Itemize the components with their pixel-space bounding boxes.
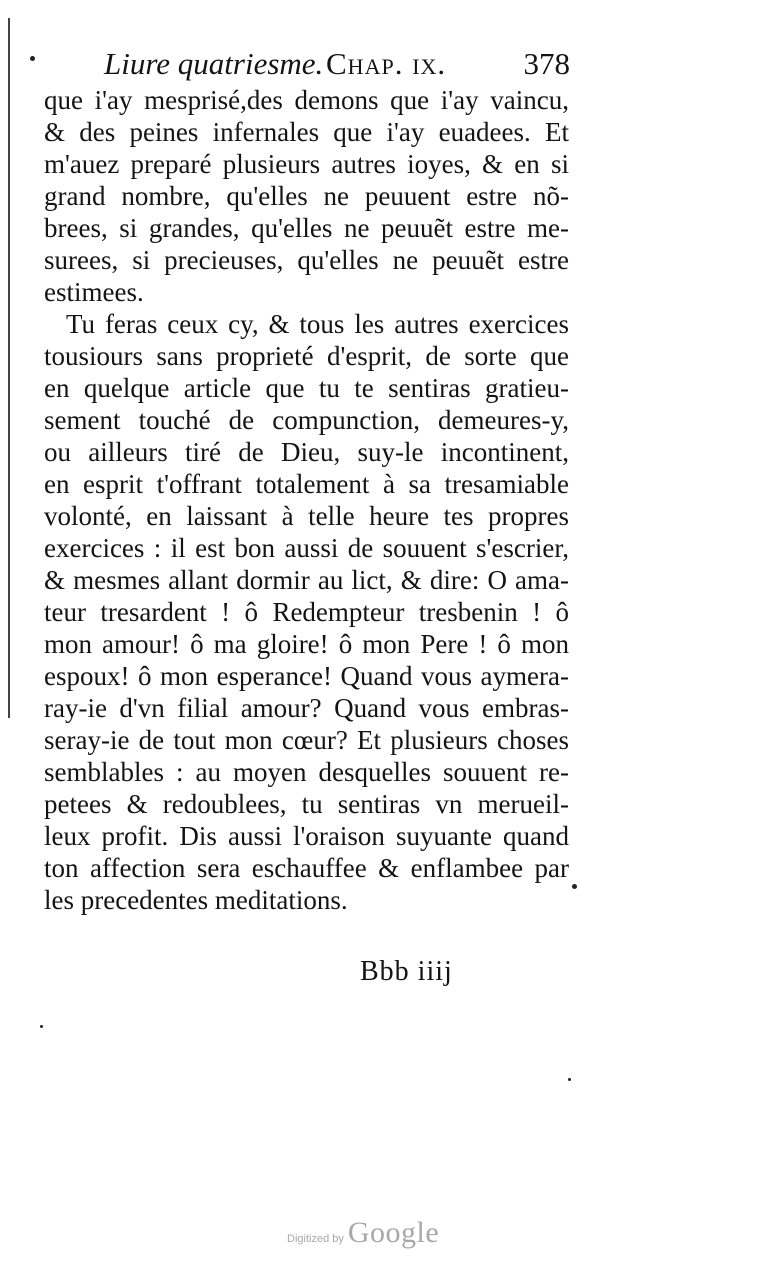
text-line: petees & redoublees, tu sentiras vn merueil-	[44, 789, 569, 819]
text-line: ray-ie d'vn filial amour? Quand vous embras-	[44, 693, 569, 723]
text-line: volonté, en laissant à telle heure tes propres	[44, 501, 569, 531]
text-line: leux profit. Dis aussi l'oraison suyuante quand	[44, 821, 569, 851]
text-line: semblables : au moyen desquelles souuent re-	[44, 757, 569, 787]
ink-speck	[40, 1025, 43, 1028]
page-header	[104, 44, 574, 84]
text-line: ou ailleurs tiré de Dieu, suy-le incontinent,	[44, 437, 569, 467]
text-line: espoux! ô mon esperance! Quand vous aymera-	[44, 661, 569, 691]
text-line: brees, si grandes, qu'elles ne peuuẽt estre me-	[44, 213, 569, 243]
ink-speck	[572, 884, 577, 889]
google-logo: Google	[347, 1216, 440, 1249]
running-title: Liure quatriesme.	[104, 46, 324, 81]
text-line: & mesmes allant dormir au lict, & dire: O ama-	[44, 565, 569, 595]
text-line: exercices : il est bon aussi de souuent s'escrier,	[44, 533, 569, 563]
text-line: surees, si precieuses, qu'elles ne peuuẽt estre	[44, 245, 569, 275]
text-line: que i'ay mesprisé,des demons que i'ay vaincu,	[44, 85, 569, 115]
chapter-label: Chap. ix.	[326, 46, 447, 81]
binding-edge	[8, 18, 10, 718]
text-line: seray-ie de tout mon cœur? Et plusieurs choses	[44, 725, 569, 755]
text-line: & des peines infernales que i'ay euadees. Et	[44, 117, 569, 147]
text-line: sement touché de compunction, demeures-y,	[44, 405, 569, 435]
text-line: m'auez preparé plusieurs autres ioyes, & en si	[44, 149, 569, 179]
text-line: tousiours sans proprieté d'esprit, de sorte que	[44, 341, 569, 371]
paragraph-start-line: Tu feras ceux cy, & tous les autres exercices	[66, 309, 569, 339]
body-text	[44, 84, 569, 916]
digitized-by-label: Digitized by	[287, 1233, 344, 1245]
text-line: teur tresardent ! ô Redempteur tresbenin ! ô	[44, 597, 569, 627]
text-line: estimees.	[44, 277, 144, 307]
page-number: 378	[523, 46, 570, 81]
ink-speck	[568, 1078, 571, 1081]
text-line: en esprit t'offrant totalement à sa tresamiable	[44, 469, 569, 499]
text-line: ton affection sera eschauffee & enflambee par	[44, 853, 569, 883]
signature-mark: Bbb iiij	[360, 956, 453, 987]
digitized-footer	[287, 1216, 439, 1250]
text-line: grand nombre, qu'elles ne peuuent estre nõ-	[44, 181, 569, 211]
text-line: mon amour! ô ma gloire! ô mon Pere ! ô mon	[44, 629, 569, 659]
text-line: les precedentes meditations.	[44, 885, 348, 915]
ink-speck	[30, 56, 35, 61]
text-line: en quelque article que tu te sentiras gratieu-	[44, 373, 569, 403]
